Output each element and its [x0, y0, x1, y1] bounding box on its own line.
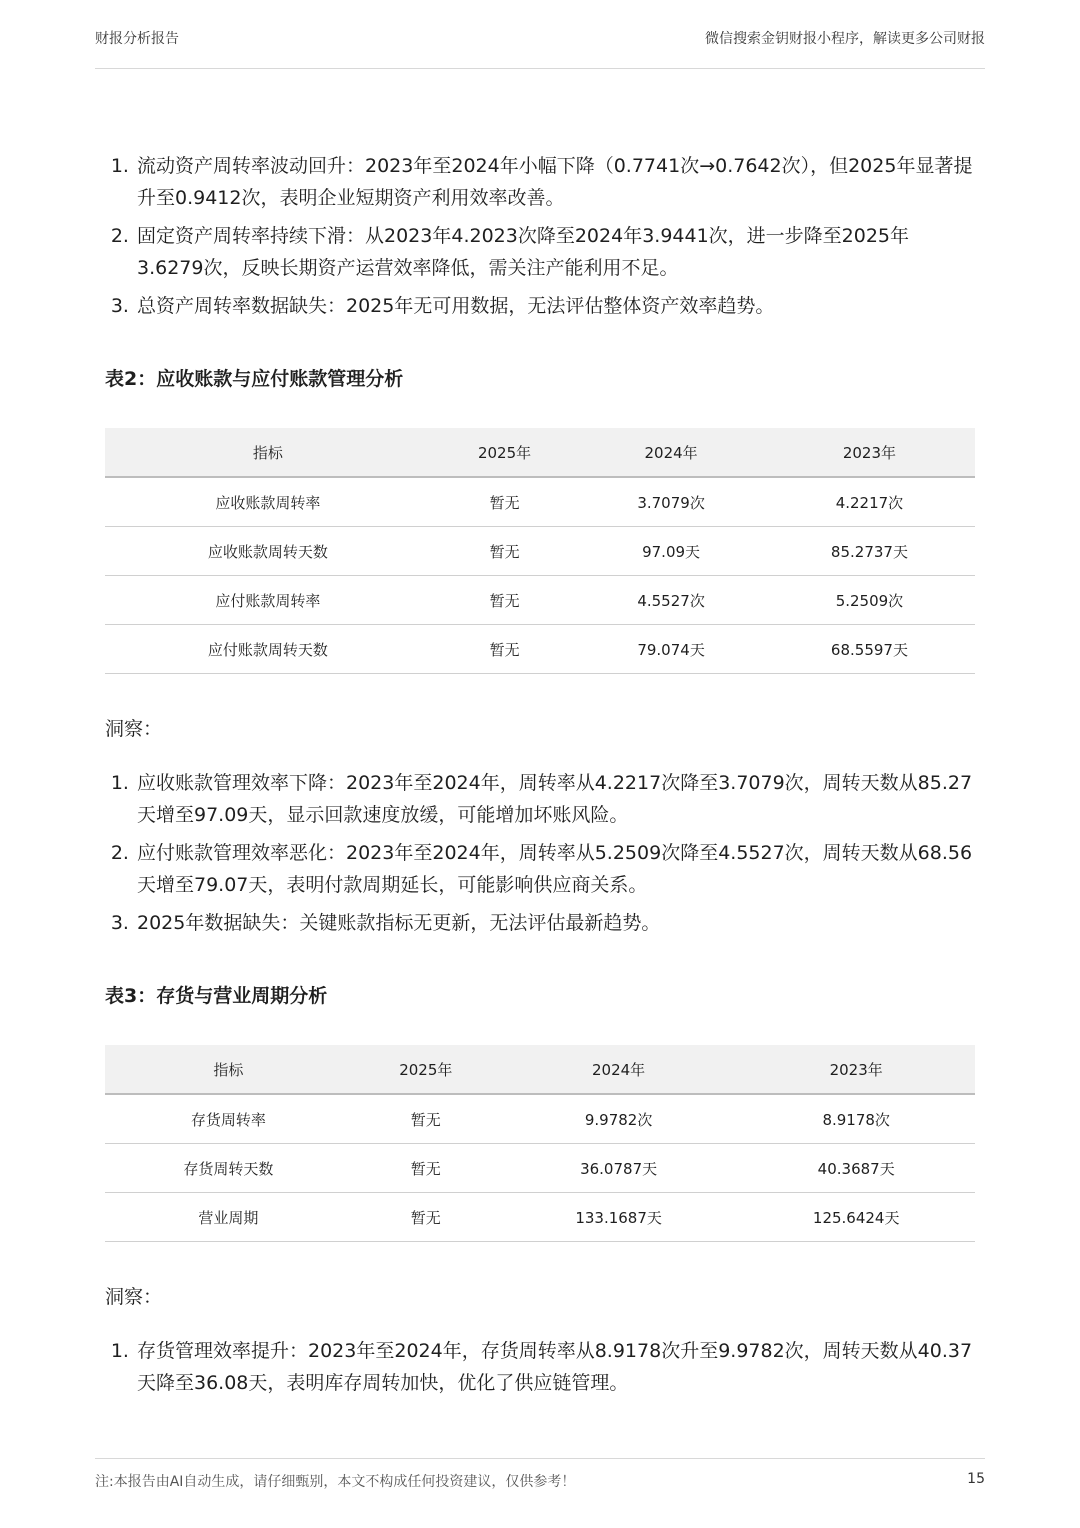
- list-item: 3. 总资产周转率数据缺失：2025年无可用数据，无法评估整体资产效率趋势。: [135, 290, 975, 322]
- table-cell: 36.0787天: [500, 1144, 738, 1193]
- table-cell: 4.2217次: [764, 477, 975, 527]
- table-row: [105, 527, 975, 576]
- table-row: [105, 1144, 975, 1193]
- table-cell: 5.2509次: [764, 576, 975, 625]
- receivables-insight-list: [105, 767, 975, 939]
- column-header: 2025年: [431, 428, 578, 477]
- table-row: [105, 625, 975, 674]
- page-number: 15: [967, 1471, 985, 1487]
- column-header: 2024年: [578, 428, 764, 477]
- table-cell: 应付账款周转率: [105, 576, 431, 625]
- insight-label: 洞察：: [105, 1286, 163, 1308]
- table-cell: 暂无: [431, 527, 578, 576]
- inventory-cycle-table: [105, 1045, 975, 1242]
- table-cell: 存货周转天数: [105, 1144, 352, 1193]
- header-title: 财报分析报告: [95, 31, 179, 47]
- insight-label: 洞察：: [105, 718, 163, 740]
- table2-title: 表2：应收账款与应付账款管理分析: [105, 368, 404, 390]
- table-row: [105, 576, 975, 625]
- table-cell: 应收账款周转率: [105, 477, 431, 527]
- table-row: [105, 1193, 975, 1242]
- table-cell: 应收账款周转天数: [105, 527, 431, 576]
- column-header: 2024年: [500, 1045, 738, 1094]
- table-cell: 暂无: [352, 1144, 500, 1193]
- table-cell: 125.6424天: [737, 1193, 975, 1242]
- column-header: 2025年: [352, 1045, 500, 1094]
- page-header: [95, 28, 985, 69]
- table-cell: 97.09天: [578, 527, 764, 576]
- list-item: 2. 固定资产周转率持续下滑：从2023年4.2023次降至2024年3.9441次，进一步降至2025年3.6279次，反映长期资产运营效率降低，需关注产能利用不足。: [135, 220, 975, 284]
- table-cell: 3.7079次: [578, 477, 764, 527]
- table-cell: 应付账款周转天数: [105, 625, 431, 674]
- main-content: [105, 150, 975, 1405]
- table-row: [105, 477, 975, 527]
- table-cell: 暂无: [352, 1193, 500, 1242]
- table-cell: 9.9782次: [500, 1094, 738, 1144]
- table-cell: 68.5597天: [764, 625, 975, 674]
- table-header-row: [105, 428, 975, 477]
- receivables-payables-table: [105, 428, 975, 674]
- column-header: 2023年: [764, 428, 975, 477]
- turnover-insight-list: [105, 150, 975, 322]
- inventory-insight-list: [105, 1335, 975, 1399]
- table-cell: 存货周转率: [105, 1094, 352, 1144]
- header-promo: 微信搜索金钥财报小程序，解读更多公司财报: [705, 31, 985, 47]
- list-item: 1. 应收账款管理效率下降：2023年至2024年，周转率从4.2217次降至3.7079次，周转天数从85.27天增至97.09天，显示回款速度放缓，可能增加坏账风险。: [135, 767, 975, 831]
- column-header: 2023年: [737, 1045, 975, 1094]
- table-cell: 8.9178次: [737, 1094, 975, 1144]
- list-item: 2. 应付账款管理效率恶化：2023年至2024年，周转率从5.2509次降至4.5527次，周转天数从68.56天增至79.07天，表明付款周期延长，可能影响供应商关系。: [135, 837, 975, 901]
- page-footer: [95, 1458, 985, 1491]
- table-cell: 暂无: [352, 1094, 500, 1144]
- table-header-row: [105, 1045, 975, 1094]
- table-cell: 133.1687天: [500, 1193, 738, 1242]
- list-item: 1. 流动资产周转率波动回升：2023年至2024年小幅下降（0.7741次→0.7642次），但2025年显著提升至0.9412次，表明企业短期资产利用效率改善。: [135, 150, 975, 214]
- table-cell: 79.074天: [578, 625, 764, 674]
- table-row: [105, 1094, 975, 1144]
- table-cell: 40.3687天: [737, 1144, 975, 1193]
- table-cell: 85.2737天: [764, 527, 975, 576]
- table-cell: 4.5527次: [578, 576, 764, 625]
- disclaimer-note: 注:本报告由AI自动生成，请仔细甄别，本文不构成任何投资建议，仅供参考！: [95, 1474, 576, 1490]
- table-cell: 营业周期: [105, 1193, 352, 1242]
- column-header: 指标: [105, 1045, 352, 1094]
- table-cell: 暂无: [431, 477, 578, 527]
- table-cell: 暂无: [431, 576, 578, 625]
- table-cell: 暂无: [431, 625, 578, 674]
- column-header: 指标: [105, 428, 431, 477]
- table3-title: 表3：存货与营业周期分析: [105, 985, 328, 1007]
- list-item: 3. 2025年数据缺失：关键账款指标无更新，无法评估最新趋势。: [135, 907, 975, 939]
- list-item: 1. 存货管理效率提升：2023年至2024年，存货周转率从8.9178次升至9.9782次，周转天数从40.37天降至36.08天，表明库存周转加快，优化了供应链管理。: [135, 1335, 975, 1399]
